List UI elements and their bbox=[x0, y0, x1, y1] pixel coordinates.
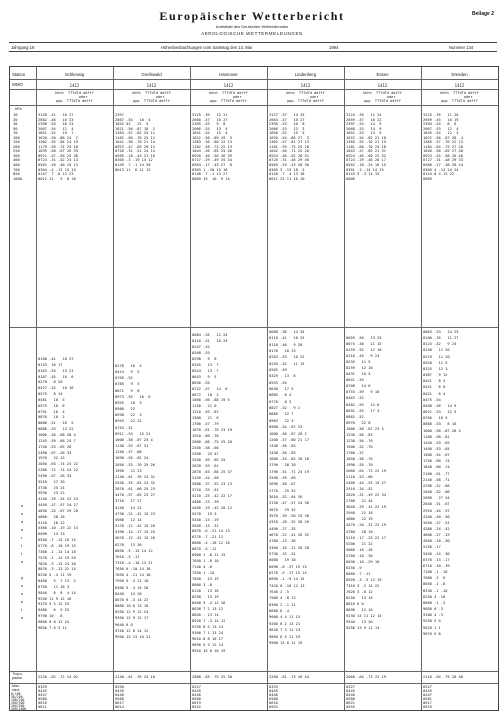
pressure-levels: 10 20 30 50 70 100 150 200 250 300 400 500 700 850 1000 bbox=[13, 113, 22, 181]
tropopause-value: 2220 -62 -72 24 02 bbox=[38, 675, 78, 679]
maxwind-value: 0327 0445 0446 0580 0621 0555 bbox=[346, 685, 355, 709]
station-name: Schleswig bbox=[64, 72, 85, 77]
station-name: Greifswald bbox=[141, 72, 162, 77]
significant-levels-data: 0100 -41 10 27 0133 10 17 0163 -53 13 21 0187 -45 10 6 0270 8 20 0427 -52 10 16 0575 8 14 0481 10 5 0579 10 6 0791 10 4 0870 10 2 0806 -51 10 5 0886 -53 13 22 1000 -56 -68 28 4 1245 -59 -68 24 7 1740 -53 -65 28 2490 -67 -26 33 1970 22 15 2050 -63 -74 23 22 2280 -72 -74 24 22 2490 -67 -26 33 3510 27 20 3730 25 24 3930 23 22 4140 -29 -34 22 24 4450 -47 -57 24 27 4650 -24 -67 29 20 4860 28 16 5110 18 22 5360 -10 -19 22 15 6090 14 13 6550 -7 -14 16 15 6770 -8 -10 19 15 7360 -1 -14 14 18 7570 -1 -14 19 20 7820 -3 -12 24 18 8070 -3 -13 22 14 8230 5 -4 11 19 8460 5 7 13 2 8750 11 16 3 9040 8 8 4 14 9250 11 9 12 16 9370 5 5 12 25 9480 6 9 25 9790 10 8 9800 8 8 12 24 9850 7 6 3 11 bbox=[38, 357, 78, 630]
observation-date: Höhenbeobachtungen vom Samstag den 14. Mai bbox=[161, 44, 253, 50]
maxwind-value: 0327 0445 0447 0581 0617 0553 bbox=[423, 685, 432, 709]
standard-levels-data: 3125 -35 11 26 2659 -45 10 19 2394 -54 8 6 2067 -53 12 4 1845 -54 12 3 1622 -56 -87 28 4 1385 -57 -76 22 13 1184 -64 -75 27 20 1046 -56 -65 27 48 0923 -45 -58 26 40 0727 -31 -48 29 33 0566 -17 -38 28 24 0305 4 -14 24 24 0144 8 4 13 22 0009 bbox=[423, 113, 463, 181]
issue-number: Nummer 134 bbox=[449, 44, 474, 50]
margin-letter: d bbox=[21, 519, 24, 524]
tropopause-value: 2140 -61 -76 24 10 bbox=[115, 675, 155, 679]
maxwind-value: 0330 0445 0446 0580 0617 0614 bbox=[115, 685, 124, 709]
margin-letter: t bbox=[21, 607, 23, 612]
station-name: Dresden bbox=[451, 72, 468, 77]
station-label: Station bbox=[12, 72, 26, 77]
aerology-table bbox=[9, 66, 499, 711]
supplement-label: Beilage 2 bbox=[472, 11, 494, 17]
volume-label: Jahrgang 19 bbox=[11, 44, 35, 50]
column-format-header: hhhh TTTdTd ddfff oder ppp TTTdTd ddfff bbox=[55, 91, 94, 104]
margin-letter: p bbox=[21, 575, 24, 580]
column-divider bbox=[113, 67, 114, 710]
significant-levels-data: 0059 -50 13 23 0074 -48 11 15 0159 -52 12 18 0118 -45 9 24 0235 11 5 0259 12 10 0431 10 5 0641 -55 0708 14 6 0753 -59 9 10 0463 -52 0482 -55 14 6 0691 -53 17 3 0862 -52 0970 22 8 1000 -58 -87 23 4 1230 -56 -83 1230 -56 -76 1500 -52 -70 1760 -57 1850 -56 -70 1990 -55 -70 2060 -64 -73 22 19 2110 -53 -66 2400 -44 -53 15 27 2510 -34 -52 2820 -31 -49 22 34 2760 21 44 3040 -29 -41 22 19 2940 21 18 4080 22 19 4470 -20 -31 22 19 4780 20 16 5110 -17 -23 22 17 5200 21 22 5660 -10 -26 5760 -10 -30 6030 -10 -29 18 6250 -9 6660 -7 -11 6920 -3 -5 13 19 7310 3 -2 14 22 7620 3 -8 12 8250 13 16 8610 6 0 8890 12 16 9230 14 11 12 14 9340 13 20 9250 13 9 11 14 bbox=[346, 336, 386, 631]
newspaper-title: Europäischer Wetterbericht bbox=[159, 9, 345, 23]
margin-letter: e bbox=[21, 527, 24, 532]
issue-meta-bar bbox=[9, 42, 497, 52]
maxwind-value: 0329 0445 0447 0580 0616 0611 bbox=[38, 685, 47, 709]
station-id: 1412 bbox=[69, 83, 80, 88]
maxwind-value: 0327 0445 0446 0580 0619 0552 bbox=[192, 685, 201, 709]
tropopause-value: 2110 -64 -75 28 40 bbox=[423, 675, 463, 679]
station-id: 1412 bbox=[146, 83, 157, 88]
year: 1994 bbox=[329, 44, 339, 50]
standard-levels-data: 3126 -41 10 27 2662 -46 10 23 2396 -53 10 23 2067 -54 12 4 1851 -52 19 7 1620 -50 -88 24 2 1382 -55 -84 24 19 1179 -59 -74 23 18 1039 -58 -67 26 33 0921 -47 -56 25 38 0724 -31 -52 23 13 0562 -20 -40 15 13 0304 -4 -13 15 14 0147 7 0 12 23 0012 11 5 8 18 bbox=[38, 113, 78, 181]
margin-letter: e bbox=[21, 559, 24, 564]
row-divider bbox=[10, 105, 498, 106]
pressure-unit-label: hPa bbox=[15, 107, 22, 111]
margin-letter: k bbox=[21, 599, 23, 604]
row-divider bbox=[10, 671, 498, 672]
margin-letter: e bbox=[21, 503, 24, 508]
significant-levels-data: 0084 -35 12 24 0110 -41 10 24 0147 -42 0268 -53 0298 9 8 0345 13 7 0524 13 7 0643 9 5 0656 -55 0722 -47 14 6 0872 10 2 1000 -56 -88 19 5 1150 21 6 1210 -55 -87 1360 21 6 1700 -57 -79 1870 -61 -76 23 19 1910 -60 -76 2080 -66 -75 25 20 2340 -58 -66 2490 25 47 2530 -59 -65 25 2670 -53 -61 2870 -63 -68 25 37 3150 -44 -58 3500 -37 -52 23 13 3710 -33 -51 4110 -25 -42 22 17 4400 -23 -39 4490 -19 -42 20 12 5270 19 5 5340 -13 -19 5550 -13 -31 6070 -6 -21 14 13 6270 -7 -21 11 6800 -4 -18 12 16 6870 -4 -12 6900 1 -8 11 15 7050 1 -8 10 7140 4 -6 7550 1 -10 7840 13 19 8000 3 -8 8120 13 16 8290 13 19 8400 3 -4 12 16 8630 7 2 13 12 8840 13 14 8920 7 -3 14 12 9150 8 5 13 14 9300 7 1 13 24 9610 8 8 16 17 9690 5 3 12 14 9910 15 8 10 19 bbox=[192, 333, 232, 653]
tropopause-value: 2260 -61 -74 26 44 bbox=[269, 675, 309, 679]
tropopause-label: Tropo- pause bbox=[12, 672, 23, 681]
section-title: AEROLOGISCHE WETTERMELDUNGEN bbox=[201, 31, 303, 36]
margin-letter: t bbox=[21, 543, 23, 548]
column-divider bbox=[344, 67, 345, 710]
tropopause-value: 2060 -64 -73 22 19 bbox=[346, 675, 386, 679]
row-divider bbox=[10, 683, 498, 684]
maxwind-levels: 0/100 50/100 100/200 200/300 300/500 500/1000 bbox=[11, 692, 27, 712]
standard-levels-data: 3127 -37 14 25 2664 -47 10 27 2395 -53 10 8 2066 -53 13 3 1850 -52 15 5 1620 -54 -86 27 3 1382 -57 -81 27 13 1181 -59 -75 25 20 1042 -56 -71 25 20 0924 -46 -62 28 51 0725 -31 -48 29 40 0565 -19 -43 28 30 0305 3 -13 18 5 0148 7 4 13 18 0011 22 11 10 10 bbox=[269, 113, 309, 181]
margin-letter: r bbox=[21, 535, 23, 540]
column-format-header: hhhh TTTdTd ddfff oder ppp TTTdTd ddfff bbox=[209, 91, 248, 104]
column-format-header: hhhh TTTdTd ddfff oder ppp TTTdTd ddfff bbox=[440, 91, 479, 104]
maxwind-value: 0329 0445 0446 0580 0616 0552 bbox=[269, 685, 278, 709]
row-divider bbox=[10, 79, 498, 80]
subtitle: Amtsblatt des Deutschen Wetterdienstes bbox=[215, 24, 289, 29]
wmo-label: WMO bbox=[12, 82, 23, 87]
margin-letter: t bbox=[21, 551, 23, 556]
significant-levels-data: 0063 -53 14 25 0100 -35 11 27 0124 -42 9 24 0150 11 20 0219 11 20 0320 11 5 0325 12 3 0387 9 12 0421 8 3 0421 6 0 0421 6 4 0475 -54 0498 -56 14 9 0621 -53 12 5 0766 10 5 0868 -53 8 16 1000 -58 -87 28 4 1100 -58 -81 1440 -53 -65 1490 -53 -65 1500 -54 -67 1750 -60 -74 1840 -60 -74 2100 -61 -77 2140 -58 -71 2290 -52 -66 2640 -52 -66 2690 27 54 2840 -51 -67 2910 -44 -57 4100 -40 -56 3450 -37 -51 4280 -24 -42 4600 -27 -33 4940 -18 -30 5150 -17 5450 -14 -30 6370 -13 -17 6710 -10 -39 7100 -1 -16 7680 -2 -9 8050 -1 -8 8330 -1 -10 8230 4 -10 8660 -1 -5 9050 6 -3 9100 4 -3 9250 5 0 9520 1 1 9670 5 8 bbox=[423, 330, 461, 636]
significant-levels-data: 0068 -36 14 34 0110 -41 10 25 0118 -40 9 20 0170 10 23 0203 -53 10 22 0245 -52 11 15 0265 -49 0329 13 8 0553 -55 0640 17 5 0685 8 4 0770 8 3 0827 -52 9 2 0880 22 7 0963 22 3 0988 -54 -87 23 1000 -56 -87 28 2 1200 -57 -80 21 17 1330 -56 -83 1430 -56 -83 1600 -54 -82 28 18 1790 28 20 1790 -51 -71 24 19 2590 -59 -69 2690 -58 -67 2770 25 52 3010 -52 -64 26 3130 -47 -57 24 36 3870 29 52 3970 -39 -50 25 36 4310 -28 -52 28 26 4490 -27 -35 4670 -22 -41 26 32 4780 -23 -36 5300 -16 -21 26 28 5730 -15 -31 6000 19 18 6090 -8 -37 19 15 6270 -5 -17 15 14 6890 -1 -9 14 15 7420 0 -10 12 13 7640 2 -5 7900 4 -8 13 8300 2 -1 11 8660 6 -4 9000 4 4 11 15 9260 6 2 13 21 9620 7 3 11 23 9860 6 5 11 19 9900 15 8 11 19 bbox=[269, 330, 309, 645]
margin-letter: s bbox=[21, 591, 23, 596]
station-name: Lindenberg bbox=[294, 72, 317, 77]
column-format-header: hhhh TTTdTd ddfff oder ppp TTTdTd ddfff bbox=[363, 91, 402, 104]
column-divider bbox=[421, 67, 422, 710]
station-name: Hannover bbox=[219, 72, 238, 77]
standard-levels-data: 2397 2067 -54 10 4 1852 52 22 5 1621 -56 -87 18 2 1383 -57 -82 25 11 1182 -60 -76 25 11 1041 -56 -70 21 14 0923 -47 -65 20 12 0726 -31 -51 24 14 0565 -18 -43 21 16 0305 -3 -19 14 12 0149 7 -1 14 20 0013 11 6 11 13 bbox=[115, 113, 155, 172]
standard-levels-data: 3125 -39 12 21 2660 -47 10 27 2395 -53 9 8 2066 -53 13 4 1851 -52 15 4 1622 -56 -89 19 5 1383 -56 -80 22 13 1182 -58 -74 22 13 1044 -56 -65 25 46 0920 -46 -56 26 39 0727 -29 -49 25 34 0563 -17 -43 27 8 0303 1 -20 15 16 0148 7 -1 13 27 0009 15 10 9 14 bbox=[192, 113, 232, 181]
station-name: Essen bbox=[376, 72, 389, 77]
column-format-header: hhhh TTTdTd ddfff oder ppp TTTdTd ddfff bbox=[286, 91, 325, 104]
row-divider bbox=[10, 327, 498, 328]
significant-levels-data: 0278 10 4 0414 9 5 0705 -52 0785 9 3 0871 9 8 0973 -55 10 6 0955 10 5 0980 22 0938 22 3 0943 22 22 0754 -51 0911 -53 15 21 1000 -58 -67 24 4 1130 -55 -67 31 1240 -57 -68 1690 -55 -62 24 2050 -53 -70 25 26 1990 21 23 2140 -61 -76 24 31 2550 -55 -62 24 32 2670 -61 -68 25 23 3470 -57 -65 23 27 3710 17 27 4140 14 22 4730 -21 -41 15 23 4980 12 14 5170 -12 -42 15 26 5390 -14 -17 15 25 5670 -12 -42 15 26 6270 13 30 6830 -5 -15 14 12 7010 -5 -11 7310 -4 -10 12 21 7650 0 -10 14 18 7850 4 -11 14 18 7950 5 -4 11 10 8300 5 -4 14 20 8440 14 20 8670 6 -3 14 22 8880 10 6 13 18 9250 12 9 12 24 9350 12 9 12 17 9640 8 8 9740 12 8 14 12 9950 15 13 10 21 bbox=[115, 364, 155, 639]
station-id: 1412 bbox=[377, 83, 388, 88]
margin-letter: n bbox=[21, 583, 24, 588]
standard-levels-data: 3124 -39 11 24 2659 -47 10 22 2397 -53 14 9 2068 -53 14 9 1851 -53 13 5 1622 -54 -82 21 10 1383 -55 -70 21 15 1181 -60 -70 24 18 1043 -57 -65 21 31 0924 -46 -60 22 32 0724 -29 -48 20 17 0562 -18 -24 16 15 0301 -3 -14 14 15 0143 9 -3 14 15 0006 bbox=[346, 113, 386, 181]
maxwind-label: Max- wind bbox=[12, 684, 20, 693]
station-id: 1412 bbox=[300, 83, 311, 88]
tropopause-value: 2060 -65 -75 25 30 bbox=[192, 675, 232, 679]
column-divider bbox=[190, 67, 191, 710]
column-divider bbox=[36, 67, 37, 710]
station-id: 1412 bbox=[454, 83, 465, 88]
margin-letter: n bbox=[21, 511, 24, 516]
station-id: 1412 bbox=[223, 83, 234, 88]
margin-letter: e bbox=[21, 615, 24, 620]
row-divider bbox=[10, 89, 498, 90]
column-format-header: hhhh TTTdTd ddfff oder ppp TTTdTd ddfff bbox=[132, 91, 171, 104]
column-divider bbox=[267, 67, 268, 710]
